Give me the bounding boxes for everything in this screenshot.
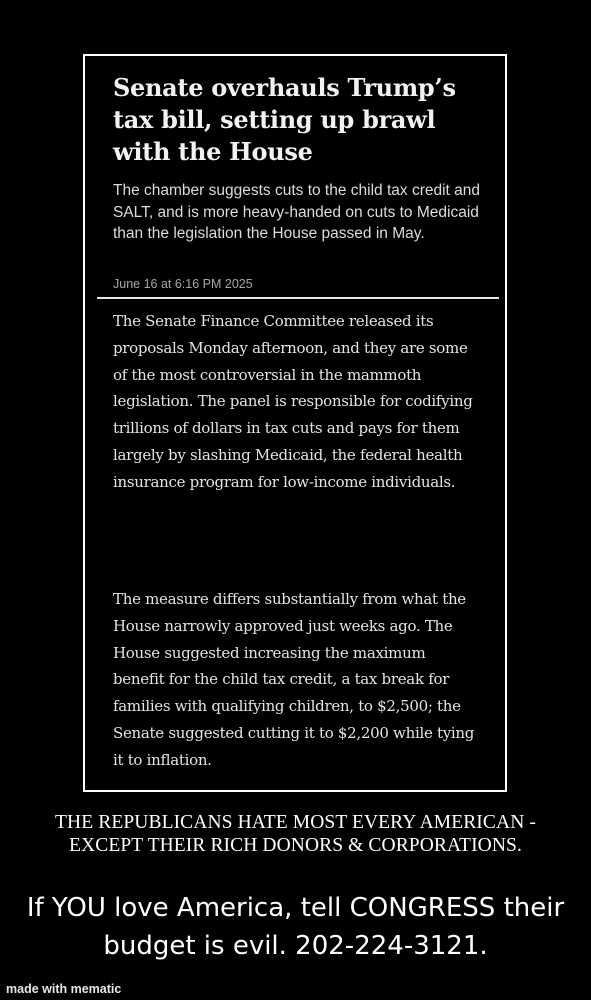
article-paragraph-2: The measure differs substantially from what the House narrowly approved just weeks ago. The House suggested increasing the maximum benefit for the child tax credit, a tax break for families with qualifying children, to $2,500; the Senate suggested cutting it to $2,200 while tying it to inflation. (113, 590, 475, 769)
article-headline: Senate overhauls Trump’s tax bill, setting up brawl with the House (113, 73, 456, 166)
meme-caption: THE REPUBLICANS HATE MOST EVERY AMERICAN - EXCEPT THEIR RICH DONORS & CORPORATIONS. (55, 812, 536, 856)
divider-rule (97, 297, 499, 299)
article-timestamp: June 16 at 6:16 PM 2025 (113, 277, 253, 291)
article-dek: The chamber suggests cuts to the child tax credit and SALT, and is more heavy-handed on cuts to Medicaid than the legislation the House passed in May. (113, 182, 481, 242)
call-to-action-text: If YOU love America, tell CONGRESS their budget is evil. 202-224-3121. (26, 893, 565, 961)
mematic-watermark: made with mematic (6, 982, 122, 996)
article-screenshot-frame (83, 54, 507, 792)
article-paragraph-1: The Senate Finance Committee released its proposals Monday afternoon, and they are some of the most controversial in the mammoth legislation. The panel is responsible for codifying trillions of dollars in tax cuts and pays for them largely by slashing Medicaid, the federal health insurance program for low-income individuals. (113, 312, 473, 491)
